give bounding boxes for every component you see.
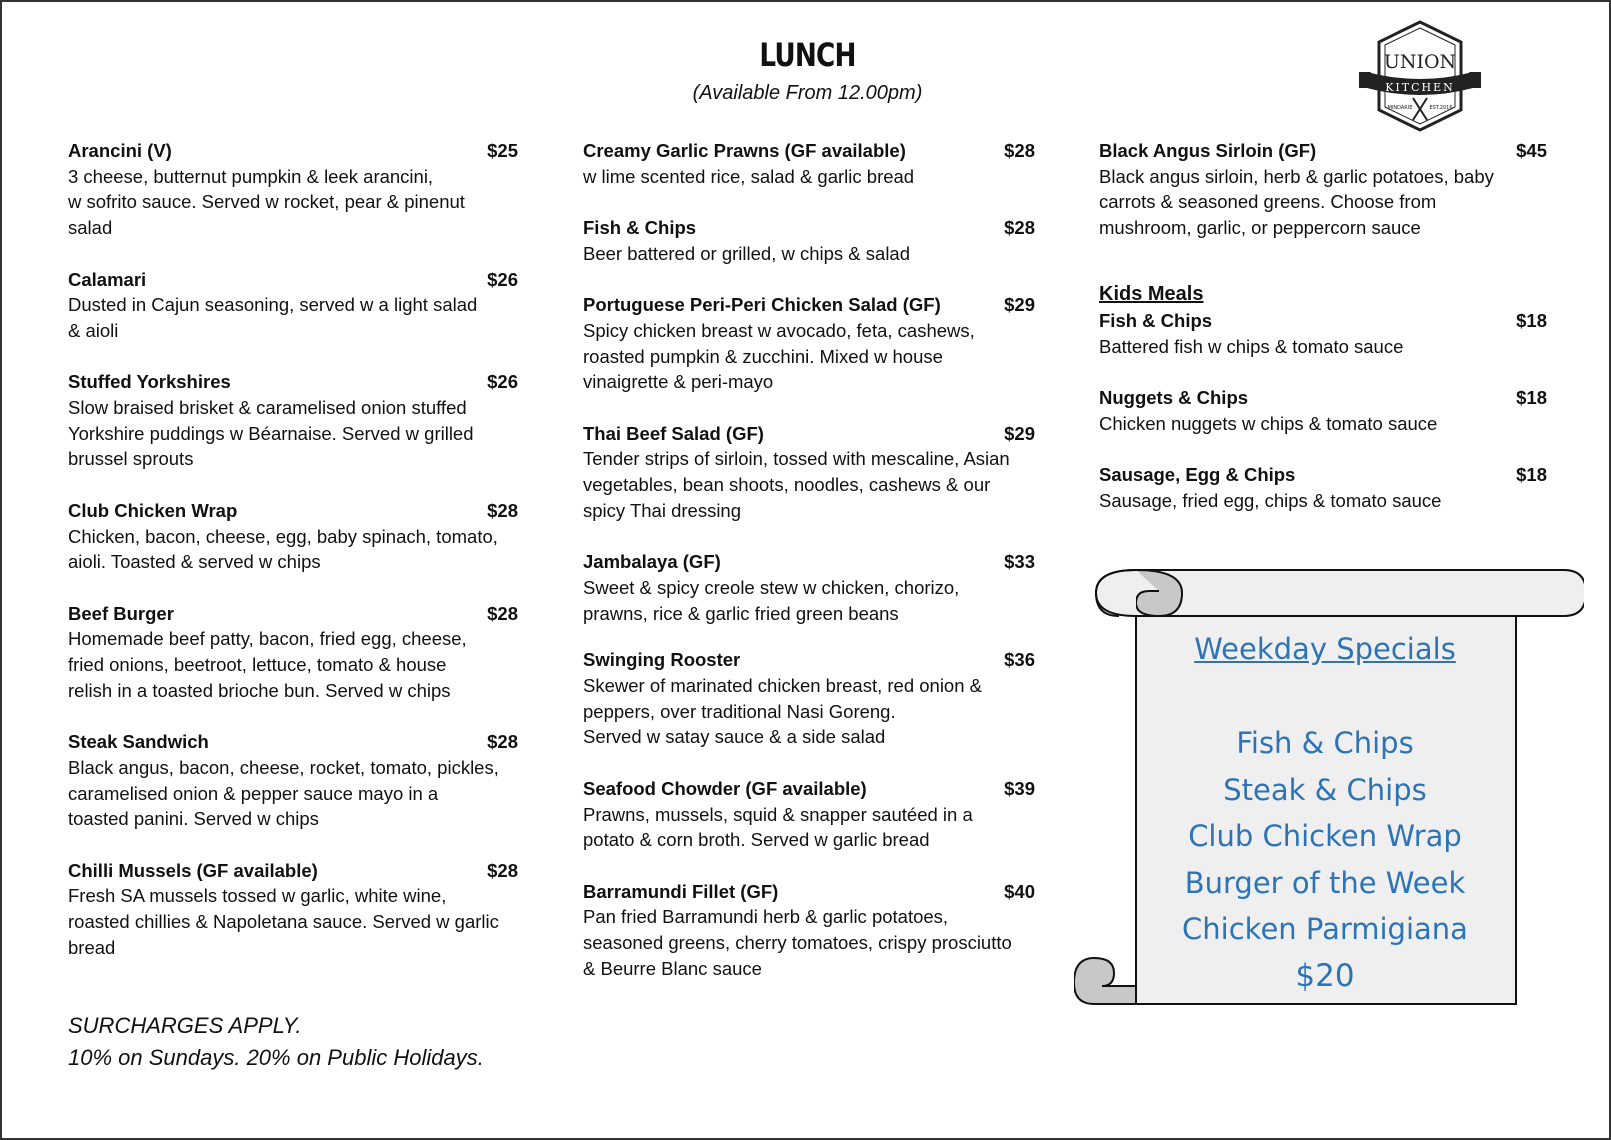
- union-kitchen-logo: [1355, 20, 1485, 132]
- item-price: $33: [1004, 551, 1035, 573]
- item-price: $28: [487, 731, 518, 753]
- item-name: Swinging Rooster: [583, 649, 741, 671]
- item-desc: Fresh SA mussels tossed w garlic, white wine, roasted chillies & Napoletana sauce. Served w garlic bread: [68, 885, 499, 958]
- item-price: $18: [1516, 386, 1547, 408]
- logo-right: EST.2016: [1429, 105, 1453, 111]
- item-price: $25: [487, 140, 518, 161]
- item-name: Nuggets & Chips: [1099, 386, 1249, 408]
- item-price: $36: [1004, 649, 1035, 671]
- item-name: Sausage, Egg & Chips: [1099, 464, 1296, 485]
- menu-item: [583, 215, 1035, 266]
- item-desc: Beer battered or grilled, w chips & salad: [583, 242, 911, 264]
- item-desc: Chicken, bacon, cheese, egg, baby spinach, tomato, aioli. Toasted & served w chips: [68, 525, 498, 573]
- menu-item: [68, 267, 518, 344]
- menu-column-1: [68, 138, 518, 960]
- item-desc: 3 cheese, butternut pumpkin & leek arancini, w sofrito sauce. Served w rocket, pear & pinenut salad: [68, 165, 465, 239]
- item-name: Jambalaya (GF): [583, 551, 721, 573]
- item-price: $26: [487, 268, 518, 290]
- item-price: $18: [1516, 464, 1547, 485]
- menu-item: [583, 138, 1035, 189]
- item-desc: Sausage, fried egg, chips & tomato sauce: [1099, 489, 1442, 511]
- item-name: Fish & Chips: [1099, 309, 1213, 331]
- menu-item: [68, 138, 518, 241]
- item-name: Stuffed Yorkshires: [68, 371, 231, 393]
- kids-menu-item: [1099, 308, 1547, 359]
- item-desc: Battered fish w chips & tomato sauce: [1099, 335, 1404, 357]
- kids-menu-item: [1099, 462, 1547, 513]
- special-item: Fish & Chips: [1236, 726, 1414, 760]
- special-item: Burger of the Week: [1184, 865, 1466, 900]
- menu-column-2: [583, 138, 1035, 981]
- item-price: $40: [1004, 880, 1035, 902]
- kids-menu-item: [1099, 385, 1547, 436]
- item-desc: Sweet & spicy creole stew w chicken, chorizo, prawns, rice & garlic fried green beans: [583, 576, 960, 624]
- item-name: Thai Beef Salad (GF): [583, 422, 764, 444]
- special-price: $20: [1295, 957, 1355, 994]
- item-price: $26: [487, 371, 518, 393]
- menu-item: [583, 879, 1035, 982]
- menu-column-3: [1099, 138, 1547, 513]
- item-desc: Tender strips of sirloin, tossed with mescaline, Asian vegetables, bean shoots, noodles, cashews & our spicy Thai dressing: [583, 448, 1010, 521]
- weekday-specials-title: Weekday Specials: [1194, 632, 1456, 666]
- item-name: Black Angus Sirloin (GF): [1099, 140, 1317, 161]
- item-desc: Black angus, bacon, cheese, rocket, tomato, pickles, caramelised onion & pepper sauce mayo in a toasted panini. Served w chips: [68, 756, 499, 830]
- item-price: $29: [1004, 294, 1035, 316]
- menu-item: [68, 369, 518, 472]
- menu-item: [583, 421, 1035, 524]
- item-desc: Slow braised brisket & caramelised onion stuffed Yorkshire puddings w Béarnaise. Served w grilled brussel sprouts: [68, 397, 474, 470]
- item-name: Steak Sandwich: [68, 731, 209, 753]
- item-price: $28: [487, 602, 518, 624]
- item-price: $18: [1516, 309, 1547, 331]
- item-desc: Dusted in Cajun seasoning, served w a light salad & aioli: [68, 294, 478, 341]
- logo-name: UNION: [1383, 51, 1457, 73]
- menu-item: [583, 292, 1035, 395]
- kids-meals-heading: Kids Meals: [1099, 282, 1204, 305]
- item-name: Club Chicken Wrap: [68, 499, 238, 521]
- menu-item: [583, 549, 1035, 626]
- logo-left: MINDARIE: [1387, 105, 1413, 111]
- surcharge-note: [68, 1010, 484, 1074]
- surcharge-line-1: SURCHARGES APPLY.: [68, 1013, 302, 1038]
- item-name: Barramundi Fillet (GF): [583, 880, 779, 902]
- page-title: LUNCH: [759, 36, 856, 74]
- special-item: Steak & Chips: [1223, 772, 1427, 807]
- special-item: Club Chicken Wrap: [1188, 819, 1462, 853]
- item-name: Beef Burger: [68, 602, 174, 624]
- weekday-specials-list: [1130, 720, 1520, 999]
- menu-item: [68, 601, 518, 704]
- item-price: $28: [487, 499, 518, 521]
- item-name: Portuguese Peri-Peri Chicken Salad (GF): [583, 294, 941, 316]
- item-price: $28: [487, 859, 518, 881]
- item-desc: Pan fried Barramundi herb & garlic potatoes, seasoned greens, cherry tomatoes, crispy prosciutto & Beurre Blanc sauce: [583, 906, 1012, 979]
- item-name: Fish & Chips: [583, 217, 697, 239]
- item-name: Chilli Mussels (GF available): [68, 859, 318, 881]
- item-price: $29: [1004, 422, 1035, 444]
- item-desc: Black angus sirloin, herb & garlic potatoes, baby carrots & seasoned greens. Choose from mushroom, garlic, or peppercorn sauce: [1099, 165, 1494, 239]
- menu-item: [68, 498, 518, 575]
- item-desc: Chicken nuggets w chips & tomato sauce: [1099, 412, 1438, 434]
- item-price: $28: [1004, 140, 1035, 161]
- item-desc: Homemade beef patty, bacon, fried egg, cheese, fried onions, beetroot, lettuce, tomato & house relish in a toasted brioche bun. Served w chips: [68, 628, 467, 701]
- item-name: Seafood Chowder (GF available): [583, 777, 867, 799]
- item-name: Creamy Garlic Prawns (GF available): [583, 140, 906, 161]
- item-desc: w lime scented rice, salad & garlic bread: [583, 165, 915, 187]
- item-price: $28: [1004, 217, 1035, 239]
- menu-item: [1099, 138, 1547, 241]
- page-subtitle: (Available From 12.00pm): [692, 82, 923, 104]
- item-price: $39: [1004, 777, 1035, 799]
- menu-item: [68, 858, 518, 961]
- surcharge-line-2: 10% on Sundays. 20% on Public Holidays.: [68, 1045, 484, 1070]
- item-name: Calamari: [68, 268, 147, 290]
- menu-item: [68, 729, 518, 832]
- item-desc: Skewer of marinated chicken breast, red onion & peppers, over traditional Nasi Goreng. Served w satay sauce & a side salad: [583, 675, 982, 748]
- special-item: Chicken Parmigiana: [1182, 912, 1468, 946]
- logo-sub: KITCHEN: [1385, 81, 1455, 94]
- menu-item: [583, 776, 1035, 853]
- item-name: Arancini (V): [68, 140, 172, 161]
- item-desc: Prawns, mussels, squid & snapper sautéed in a potato & corn broth. Served w garlic bread: [583, 803, 973, 851]
- item-price: $45: [1516, 140, 1547, 161]
- menu-item: [583, 647, 1035, 750]
- item-desc: Spicy chicken breast w avocado, feta, cashews, roasted pumpkin & zucchini. Mixed w house vinaigrette & peri-mayo: [583, 319, 975, 393]
